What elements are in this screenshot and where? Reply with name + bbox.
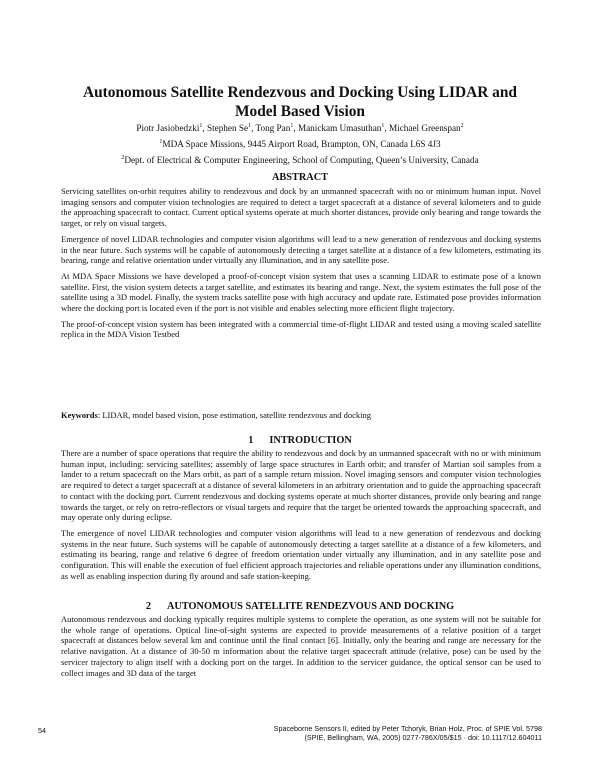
author-affiliation-marker: 2 — [460, 122, 464, 129]
abstract-paragraph: Servicing satellites on-orbit requires ability to rendezvous and dock by an unmanned spacecraft with no or minimum human input. Novel imaging sensors and computer vision technologies are required to detect a target spacecraft at a distance of several kilometers and to guide the approaching spacecraft to contact. Current optical systems operate at much shorter distances, provide only bearing and range towards the target, or rely on visual targets. — [61, 186, 541, 229]
author-affiliation-marker: 1 — [290, 122, 294, 129]
section-title: INTRODUCTION — [269, 435, 352, 446]
keywords-text: : LIDAR, model based vision, pose estimation, satellite rendezvous and docking — [97, 410, 371, 420]
author-affiliation-marker: 1 — [199, 122, 203, 129]
affiliation-1 — [40, 138, 560, 150]
section-paragraph: The emergence of novel LIDAR technologies and computer vision algorithms will lead to a new generation of rendezvous and docking systems in the near future. Such systems will be capable of autonomously detecting a target satellite at a distance of a few kilometers, and estimating its bearing, range and relative 6 degree of freedom orientation under virtually any illumination, and in any satellite pose and configuration. This will enable the execution of fuel efficient approach trajectories and reliable operations under any illumination conditions, as well as enabling inspection during fly around and safe station-keeping. — [61, 527, 541, 581]
author-affiliation-marker: 1 — [381, 122, 385, 129]
author-name: Manickam Umasuthan — [297, 123, 382, 133]
author-name: Tong Pan — [255, 123, 291, 133]
affiliation-marker: 1 — [159, 138, 163, 145]
publication-footer — [274, 724, 542, 742]
section-2-heading — [40, 601, 560, 613]
author-name: Stephen Se — [206, 123, 249, 133]
section-paragraph: There are a number of space operations that require the ability to rendezvous and dock by an unmanned spacecraft with no or with minimum human input, including: servicing satellites; assembly of large space structures in Earth orbit; and transfer of Martian soil samples from a lander to a return spacecraft on the Mars orbit, as part of a sample return mission. Novel imaging sensors and computer vision technologies are required to detect a target spacecraft at a distance of several kilometers in an arbitrary orientation and to guide the approaching spacecraft to contact with the docking port. Current rendezvous and docking systems operate at much shorter distances, provide only bearing and range towards the target, or rely on retro-reflectors or visual targets and require that the target be oriented towards the approaching spacecraft, and may operate only during eclipse. — [61, 448, 541, 523]
paper-title: Autonomous Satellite Rendezvous and Docking Using LIDAR and Model Based Vision — [82, 84, 517, 120]
page-number: 54 — [38, 726, 46, 735]
affiliation-marker: 2 — [121, 154, 125, 161]
abstract-heading: ABSTRACT — [271, 172, 329, 183]
author-affiliation-marker: 1 — [248, 122, 252, 129]
affiliation-text: MDA Space Missions, 9445 Airport Road, Brampton, ON, Canada L6S 4J3 — [162, 139, 441, 149]
abstract-paragraph: At MDA Space Missions we have developed a proof-of-concept vision system that uses a scanning LIDAR to estimate pose of a known satellite. First, the vision system detects a target satellite, and estimates its bearing and range. Next, the system estimates the full pose of the satellite using a 3D model. Finally, the system tracks satellite pose with high accuracy and update rate. Estimated pose provides information where the docking port is located even if the port is not visible and enables selecting more efficient flight trajectory. — [61, 270, 541, 314]
author-name: Piotr Jasiobedzki — [136, 123, 200, 133]
section-1-heading — [40, 435, 560, 447]
affiliation-2 — [40, 154, 560, 166]
section-1-body — [61, 448, 541, 586]
keywords-label: Keywords — [61, 410, 98, 420]
section-number: 2 — [145, 601, 151, 612]
footer-doi-line: (SPIE, Bellingham, WA, 2005) 0277-786X/05/$15 · doi: 10.1117/12.604011 — [304, 733, 542, 742]
section-title: AUTONOMOUS SATELLITE RENDEZVOUS AND DOCKING — [166, 601, 455, 612]
author-list: Piotr Jasiobedzki$^1$, Stephen Se$^1$, Tong Pan$^1$, Manickam Umasuthan$^1$, Michael Greenspan$^2$ — [136, 122, 464, 133]
abstract-body — [61, 186, 541, 345]
footer-citation-line: Spaceborne Sensors II, edited by Peter Tchoryk, Brian Holz, Proc. of SPIE Vol. 5798 — [273, 724, 542, 733]
author-name: Michael Greenspan — [388, 123, 461, 133]
abstract-paragraph: The proof-of-concept vision system has been integrated with a commercial time-of-flight LIDAR and tested using a moving scaled satellite replica in the MDA Vision Testbed — [61, 318, 541, 340]
section-2-body — [61, 614, 541, 683]
keywords-line — [61, 410, 541, 421]
affiliation-text: Dept. of Electrical & Computer Engineering, School of Computing, Queen’s University, Canada — [124, 155, 479, 165]
section-paragraph: Autonomous rendezvous and docking typically requires multiple systems to complete the operation, as one system will not be suitable for the whole range of operations. Optical line-of-sight systems are expected to provide measurements of a relative position of a target spacecraft at distances below several km and continue until the final contact [6]. Initially, only the bearing and range are necessary for the relative navigation. At a distance of 30-50 m information about the relative target spacecraft attitude (relative, pose) can be used by the servicer trajectory to align itself with a docking port on the target. In addition to the servicer guidance, the optical sensor can be used to collect images and 3D data of the target — [61, 614, 541, 678]
abstract-paragraph: Emergence of novel LIDAR technologies and computer vision algorithms will lead to a new generation of rendezvous and docking systems in the near future. Such systems will be capable of autonomously detecting a target satellite at a distance of a few kilometers, estimating its bearing, range and relative orientation under virtually any illumination, and in any satellite pose. — [61, 233, 541, 266]
section-number: 1 — [248, 435, 254, 446]
